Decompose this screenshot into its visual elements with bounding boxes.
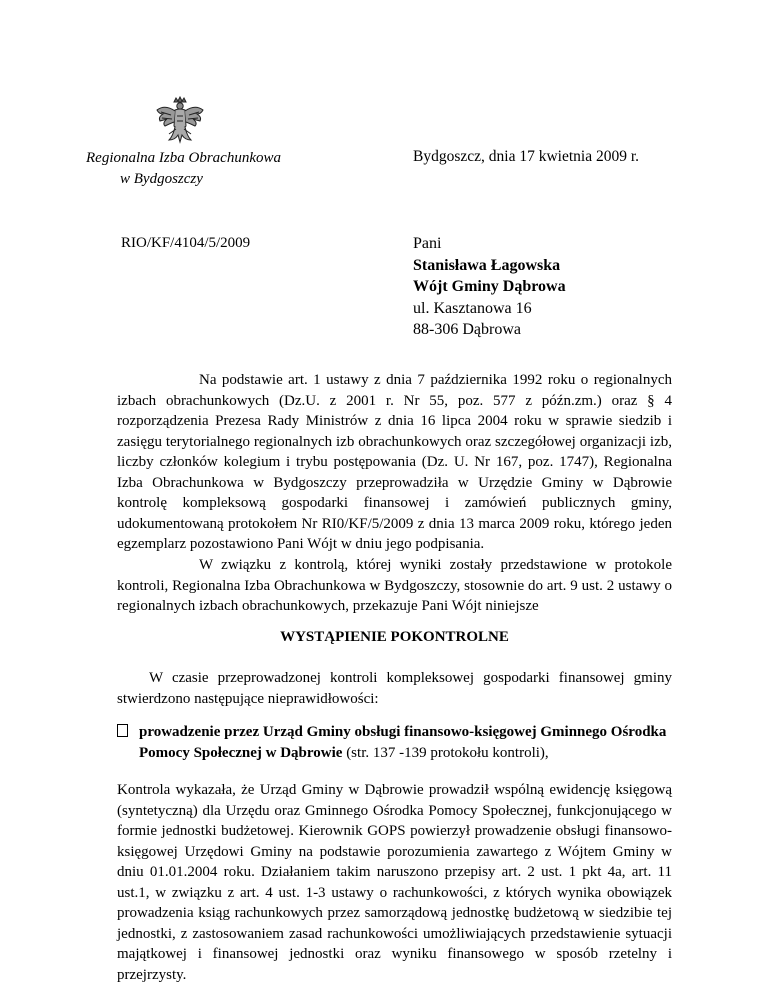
document-title: WYSTĄPIENIE POKONTROLNE bbox=[280, 629, 509, 645]
finding-title-line-2: Pomocy Społecznej w Dąbrowie bbox=[139, 744, 343, 761]
body-paragraph-2: W związku z kontrolą, której wyniki zostały przedstawione w protokole kontroli, Regionalna Izba Obrachunkowa w Bydgoszczy, stosownie do art. 9 ust. 2 ustawy o regionalnych izbach obrachunkowych, przekazuje Pani Wójt niniejsze bbox=[117, 557, 672, 614]
recipient-address bbox=[413, 233, 566, 341]
body-paragraph-3: W czasie przeprowadzonej kontroli kompleksowej gospodarki finansowej gminy stwierdzono następujące nieprawidłowości: bbox=[117, 670, 672, 707]
finding-item bbox=[117, 722, 672, 763]
body-paragraph-4: Kontrola wykazała, że Urząd Gminy w Dąbrowie prowadził wspólną ewidencję księgową (syntetyczną) dla Urzędu oraz Gminnego Ośrodka Pomocy Społecznej, funkcjonującego w formie jednostki budżetowej. Kierownik GOPS powierzył prowadzenie obsługi finansowo-księgowej Urzędowi Gminy na podstawie porozumienia zawartego z Wójtem Gminy w dniu 01.01.2004 roku. Działaniem takim naruszono przepisy art. 2 ust. 1 pkt 4a, art. 11 ust.1, w związku z art. 4 ust. 1-3 ustawy o rachunkowości, z których wynika obowiązek prowadzenia ksiąg rachunkowych przez samorządową jednostkę budżetową w siedzibie tej jednostki, z zastosowaniem zasad rachunkowości umożliwiających przedstawienie sytuacji majątkowej i finansowej jednostki oraz wyniku finansowego w sposób rzetelny i przejrzysty. bbox=[117, 782, 672, 983]
recipient-position: Wójt Gminy Dąbrowa bbox=[413, 278, 566, 295]
issuer-line-1: Regionalna Izba Obrachunkowa bbox=[86, 150, 281, 166]
recipient-street: ul. Kasztanowa 16 bbox=[413, 299, 532, 317]
finding-reference: (str. 137 -139 protokołu kontroli), bbox=[342, 744, 549, 761]
finding-title-line-1: prowadzenie przez Urząd Gminy obsługi finansowo-księgowej Gminnego Ośrodka bbox=[139, 724, 667, 740]
issuer-name bbox=[86, 148, 326, 190]
issuer-line-2: w Bydgoszczy bbox=[120, 171, 203, 187]
polish-eagle-emblem-icon bbox=[155, 96, 205, 154]
recipient-salutation: Pani bbox=[413, 235, 442, 252]
place-date: Bydgoszcz, dnia 17 kwietnia 2009 r. bbox=[413, 148, 639, 165]
recipient-postal-city: 88-306 Dąbrowa bbox=[413, 321, 521, 338]
recipient-name: Stanisława Łagowska bbox=[413, 256, 561, 274]
reference-number: RIO/KF/4104/5/2009 bbox=[121, 235, 251, 251]
bullet-box-icon bbox=[117, 724, 128, 737]
body-paragraph-1: Na podstawie art. 1 ustawy z dnia 7 października 1992 roku o regionalnych izbach obrachunkowych (Dz.U. z 2001 r. Nr 55, poz. 577 z późn.zm.) oraz § 4 rozporządzenia Prezesa Rady Ministrów z dnia 16 lipca 2004 roku w sprawie siedzib i zasięgu terytorialnego regionalnych izb obrachunkowych oraz szczegółowej organizacji izb, liczby członków kolegium i trybu postępowania (Dz. U. Nr 167, poz. 1747), Regionalna Izba Obrachunkowa w Bydgoszczy przeprowadziła w Urzędzie Gminy w Dąbrowie kontrolę kompleksową gospodarki finansowej i zamówień publicznych gminy, udokumentowaną protokołem Nr RI0/KF/5/2009 z dnia 13 marca 2009 roku, którego jeden egzemplarz pozostawiono Pani Wójt w dniu jego podpisania. bbox=[117, 372, 672, 552]
